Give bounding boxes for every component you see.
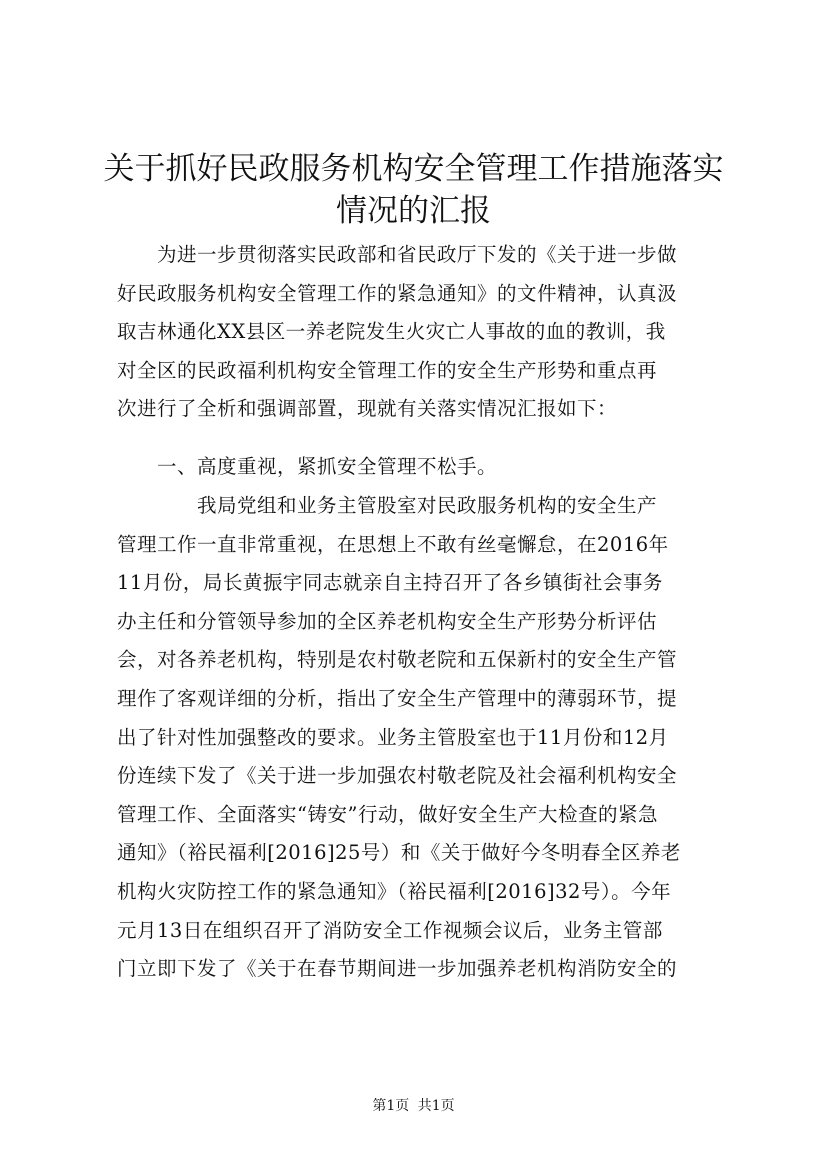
text-line: 取吉林通化XX县区一养老院发生火灾亡人事故的血的教训，我	[117, 320, 666, 344]
paragraph-section-1	[117, 487, 717, 989]
text-line: 办主任和分管领导参加的全区养老机构安全生产形势分析评估	[117, 609, 658, 633]
text-line: 元月13日在组织召开了消防安全工作视频会议后，业务主管部	[117, 918, 663, 942]
page-number: 第1页	[372, 1098, 410, 1114]
text-line: 会，对各养老机构，特别是农村敬老院和五保新村的安全生产管	[117, 648, 678, 672]
text-line: 理作了客观详细的分析，指出了安全生产管理中的薄弱环节，提	[117, 686, 678, 710]
page-footer	[0, 1096, 827, 1116]
text-line: 好民政服务机构安全管理工作的紧急通知》的文件精神，认真汲	[117, 281, 678, 305]
title-line-2: 情况的汇报	[336, 193, 491, 229]
paragraph-intro	[117, 236, 717, 429]
text-line: 次进行了全析和强调部置，现就有关落实情况汇报如下：	[117, 397, 618, 421]
text-line: 份连续下发了《关于进一步加强农村敬老院及社会福利机构安全	[117, 764, 678, 788]
text-line: 管理工作、全面落实“铸安”行动，做好安全生产大检查的紧急	[117, 802, 658, 826]
text-line: 我局党组和业务主管股室对民政服务机构的安全生产	[117, 494, 658, 517]
text-line: 机构火灾防控工作的紧急通知》（裕民福利[2016]32号）。今年	[117, 879, 672, 903]
text-line: 通知》（裕民福利[2016]25号）和《关于做好今冬明春全区养老	[117, 841, 681, 865]
page-total: 共1页	[417, 1098, 455, 1114]
section-heading-1	[117, 448, 717, 487]
text-line: 出了针对性加强整改的要求。业务主管股室也于11月份和12月	[117, 725, 669, 749]
text-line: 门立即下发了《关于在春节期间进一步加强养老机构消防安全的	[117, 957, 678, 981]
document-title	[100, 148, 727, 232]
text-line: 11月份，局长黄振宇同志就亲自主持召开了各乡镇街社会事务	[117, 571, 663, 595]
title-line-1: 关于抓好民政服务机构安全管理工作措施落实	[103, 151, 724, 187]
text-line: 对全区的民政福利机构安全管理工作的安全生产形势和重点再	[117, 358, 658, 382]
text-line: 为进一步贯彻落实民政部和省民政厅下发的《关于进一步做	[117, 243, 678, 266]
text-line: 管理工作一直非常重视，在思想上不敢有丝毫懈怠，在2016年	[117, 532, 669, 556]
heading-text: 一、高度重视，紧抓安全管理不松手。	[117, 455, 498, 478]
